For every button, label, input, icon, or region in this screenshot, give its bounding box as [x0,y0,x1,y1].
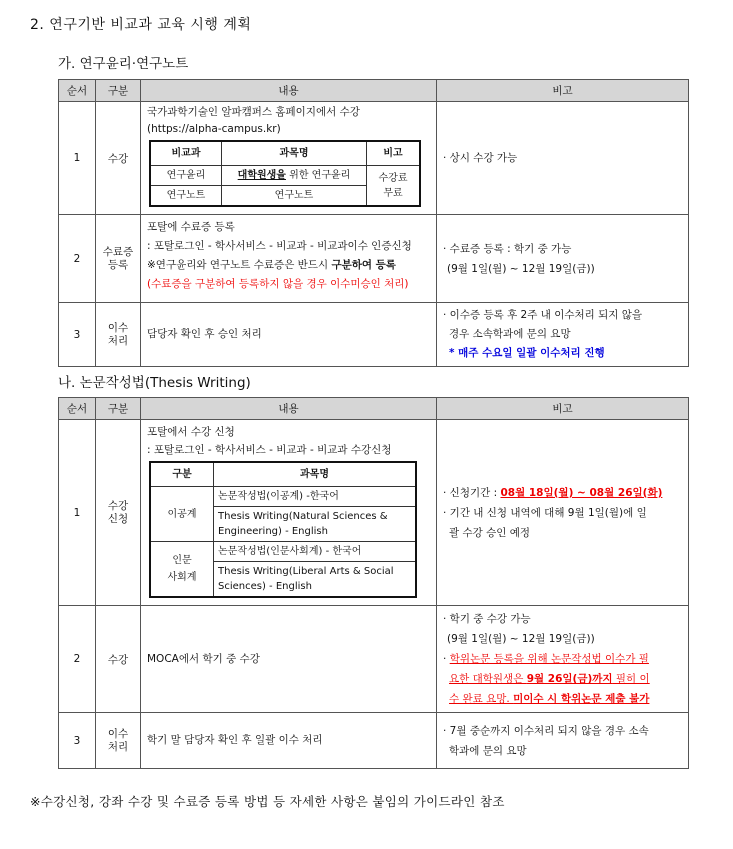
thesis-writing-table [58,397,689,769]
col-header-category: 구분 [96,398,141,420]
row-category: 이수 처리 [96,713,141,769]
row-content: 학기 말 담당자 확인 후 일괄 이수 처리 [141,713,437,769]
inner-header: 비교과 [150,141,222,166]
col-header-no: 순서 [59,398,96,420]
inner-cell: 논문작성법(인문사회계) - 한국어 [214,542,417,562]
table-row [59,420,689,606]
col-header-content: 내용 [141,398,437,420]
row-note: · 상시 수강 가능 [437,102,689,215]
table-row [59,102,689,215]
row-number: 3 [59,713,96,769]
col-header-no: 순서 [59,80,96,102]
inner-cell: 논문작성법(이공계) -한국어 [214,487,417,507]
inner-group: 이공계 [150,487,214,542]
subsection-title-a: 가. 연구윤리·연구노트 [58,56,189,72]
research-ethics-table [58,79,689,367]
inner-cell: 연구노트 [222,186,367,207]
row-category: 수강 [96,606,141,713]
row-number: 1 [59,102,96,215]
row-note: · 수료증 등록 : 학기 중 가능 (9월 1일(월) ~ 12월 19일(금)) [437,215,689,303]
inner-header: 비고 [367,141,421,166]
inner-cell: 연구노트 [150,186,222,207]
row-number: 3 [59,303,96,367]
table-row [59,303,689,367]
inner-header: 구분 [150,462,214,487]
table-row [59,713,689,769]
col-header-category: 구분 [96,80,141,102]
inner-cell: Thesis Writing(Liberal Arts & Social Sciences) - English [214,562,417,598]
content-url[interactable]: (https://alpha-campus.kr) [147,123,281,135]
inner-header: 과목명 [214,462,417,487]
inner-cell: Thesis Writing(Natural Sciences & Engineering) - English [214,507,417,542]
row-note: · 이수증 등록 후 2주 내 이수처리 되지 않을 경우 소속학과에 문의 요망 * 매주 수요일 일괄 이수처리 진행 [437,303,689,367]
row-number: 2 [59,606,96,713]
subsection-title-b: 나. 논문작성법(Thesis Writing) [58,375,251,391]
row-category: 수강 신청 [96,420,141,606]
row-content: 담당자 확인 후 승인 처리 [141,303,437,367]
content-line: 국가과학기술인 알파캠퍼스 홈페이지에서 수강 [147,106,360,118]
inner-note: 수강료 무료 [367,166,421,207]
row-category: 수강 [96,102,141,215]
inner-header: 과목명 [222,141,367,166]
course-table [149,140,421,207]
row-category: 수료증 등록 [96,215,141,303]
table-row [59,606,689,713]
table-header-row [59,80,689,102]
row-note: · 학기 중 수강 가능 (9월 1일(월) ~ 12월 19일(금)) · 학위논문 등록을 위해 논문작성법 이수가 필 요한 대학원생은 9월 26일(금)까지 필히 이 수 완료 요망. 미이수 시 학위논문 제출 불가 [437,606,689,713]
col-header-content: 내용 [141,80,437,102]
course-table [149,461,417,598]
row-content: 포탈에 수료증 등록 : 포탈로그인 - 학사서비스 - 비교과 - 비교과이수 인증신청 ※연구윤리와 연구노트 수료증은 반드시 구분하여 등록 (수료증을 구분하여 등록하지 않을 경우 이수미승인 처리) [141,215,437,303]
inner-group: 인문 사회계 [150,542,214,598]
row-note: · 신청기간 : 08월 18일(월) ~ 08월 26일(화) · 기간 내 신청 내역에 대해 9월 1일(월)에 일 괄 수강 승인 예정 [437,420,689,606]
row-content [141,102,437,215]
table-row [59,215,689,303]
table-header-row [59,398,689,420]
section-heading: 2. 연구기반 비교과 교육 시행 계획 [30,17,252,33]
inner-cell: 연구윤리 [150,166,222,186]
row-content: MOCA에서 학기 중 수강 [141,606,437,713]
col-header-note: 비고 [437,80,689,102]
footer-note: ※수강신청, 강좌 수강 및 수료증 등록 방법 등 자세한 사항은 붙임의 가이드라인 참조 [30,794,505,809]
col-header-note: 비고 [437,398,689,420]
row-number: 1 [59,420,96,606]
inner-cell: 대학원생을 위한 연구윤리 [222,166,367,186]
row-number: 2 [59,215,96,303]
row-category: 이수 처리 [96,303,141,367]
row-note: · 7월 중순까지 이수처리 되지 않을 경우 소속 학과에 문의 요망 [437,713,689,769]
row-content: 포탈에서 수강 신청 : 포탈로그인 - 학사서비스 - 비교과 - 비교과 수강신청 구분 과목명 이공계 논문작성법(이공계) -한국어 Thesis Writing(Natural Sciences & Engineering) - English 인문 사회계 논문작성법(인문사회계) - 한국어 Thesis Writing(Liberal Arts & Social Sciences) - English [141,420,437,606]
